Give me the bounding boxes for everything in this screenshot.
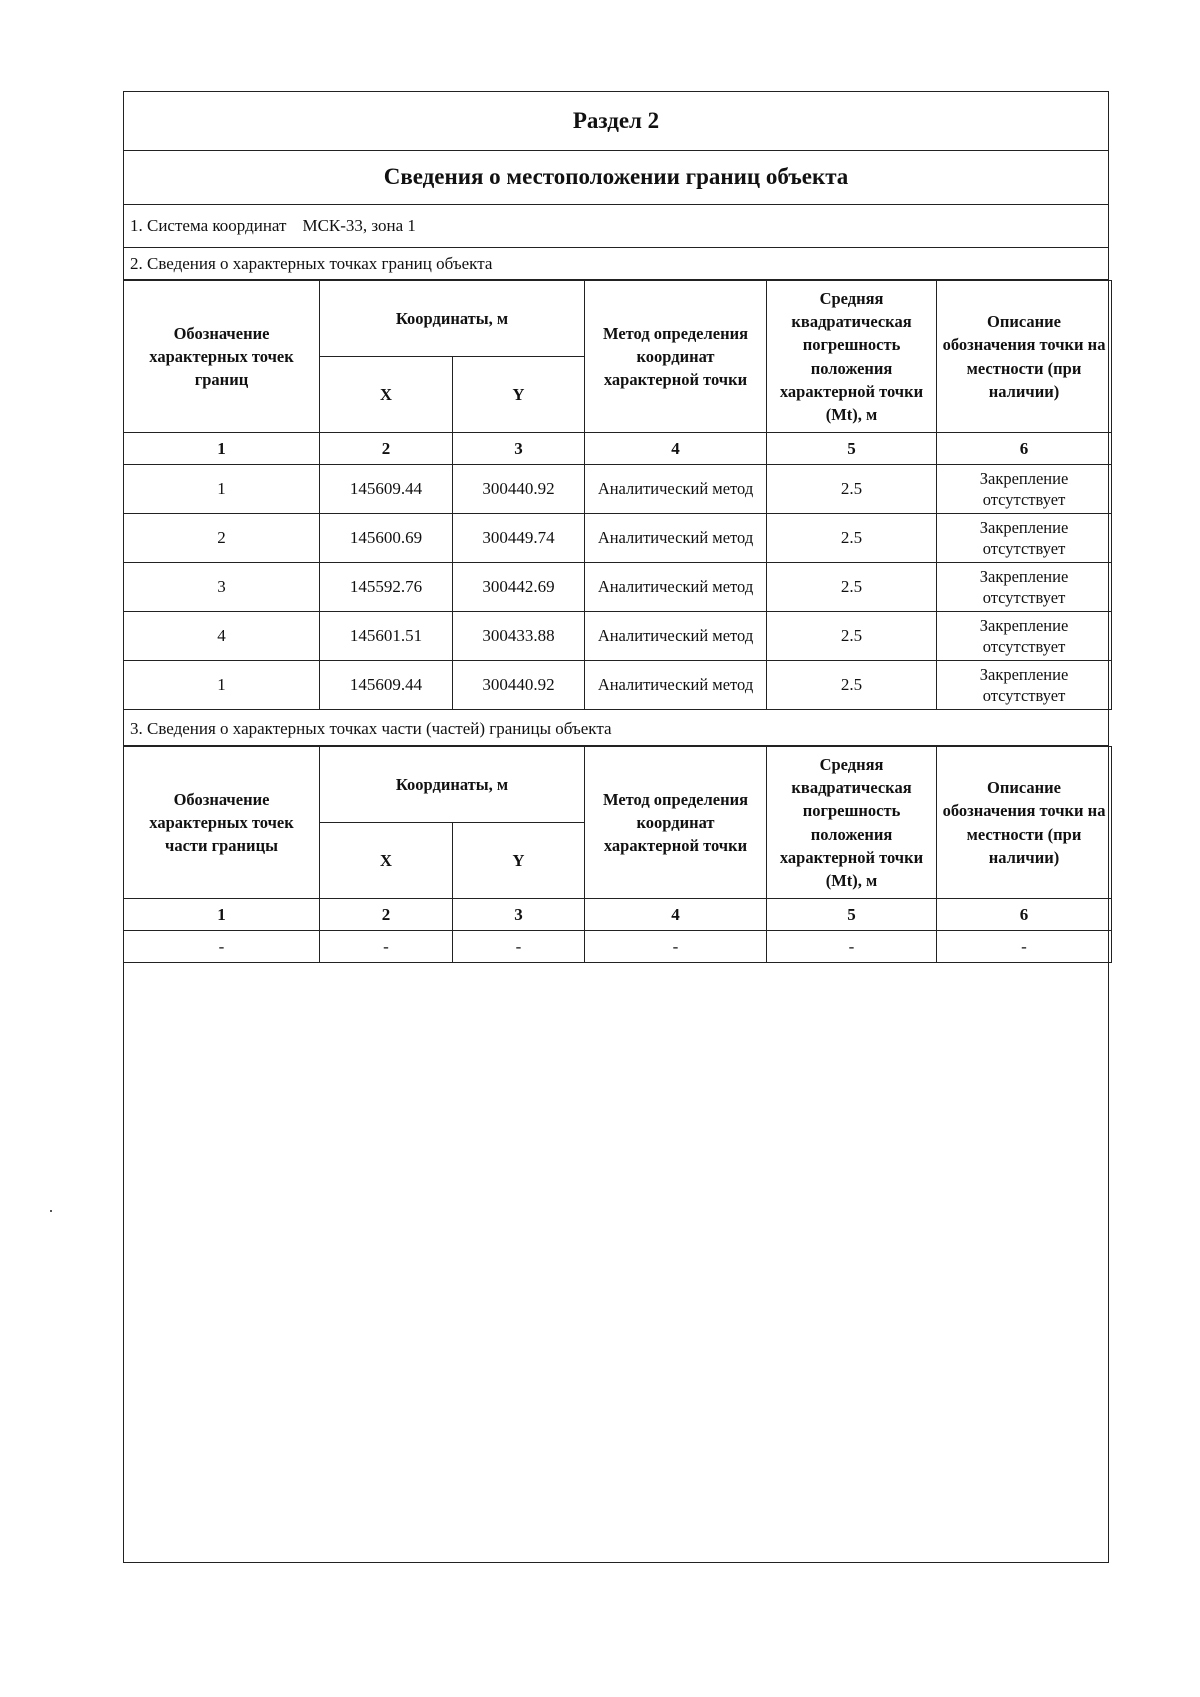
point-y: 300440.92 (453, 465, 585, 514)
empty-cell: - (124, 931, 320, 963)
column-number: 1 (124, 899, 320, 931)
header-method: Метод определения координат характерной точки (585, 281, 767, 433)
column-number: 1 (124, 433, 320, 465)
empty-cell: - (767, 931, 937, 963)
point-id: 1 (124, 661, 320, 710)
header-y: Y (453, 357, 585, 433)
point-method: Аналитический метод (585, 465, 767, 514)
point-method: Аналитический метод (585, 563, 767, 612)
point-y: 300449.74 (453, 514, 585, 563)
point-y: 300433.88 (453, 612, 585, 661)
column-number: 5 (767, 899, 937, 931)
column-number: 4 (585, 899, 767, 931)
point-error: 2.5 (767, 465, 937, 514)
point-method: Аналитический метод (585, 612, 767, 661)
table-row (124, 465, 1112, 514)
parts-heading: 3. Сведения о характерных точках части (частей) границы объекта (124, 713, 1108, 746)
table-row (124, 931, 1112, 963)
header-x: X (320, 357, 453, 433)
point-method: Аналитический метод (585, 514, 767, 563)
points-heading: 2. Сведения о характерных точках границ объекта (124, 248, 1108, 280)
column-number: 2 (320, 899, 453, 931)
scan-speck (50, 1210, 52, 1212)
point-id: 3 (124, 563, 320, 612)
coordinate-system-label: 1. Система координат (130, 215, 287, 235)
point-method: Аналитический метод (585, 661, 767, 710)
table-row (124, 514, 1112, 563)
point-x: 145609.44 (320, 465, 453, 514)
header-coordinates: Координаты, м (320, 747, 585, 823)
header-method: Метод определения координат характерной точки (585, 747, 767, 899)
point-description: Закрепление отсутствует (937, 612, 1112, 661)
column-number-row (124, 899, 1112, 931)
empty-cell: - (453, 931, 585, 963)
header-error: Средняя квадратическая погрешность положения характерной точки (Mt), м (767, 281, 937, 433)
point-id: 4 (124, 612, 320, 661)
point-x: 145601.51 (320, 612, 453, 661)
column-number: 3 (453, 433, 585, 465)
point-y: 300440.92 (453, 661, 585, 710)
header-description: Описание обозначения точки на местности (при наличии) (937, 747, 1112, 899)
parts-table (123, 746, 1112, 963)
column-number: 6 (937, 433, 1112, 465)
points-table (123, 280, 1112, 710)
empty-cell: - (585, 931, 767, 963)
empty-cell: - (937, 931, 1112, 963)
point-description: Закрепление отсутствует (937, 563, 1112, 612)
column-number: 4 (585, 433, 767, 465)
header-designation: Обозначение характерных точек части границы (124, 747, 320, 899)
point-x: 145592.76 (320, 563, 453, 612)
point-description: Закрепление отсутствует (937, 661, 1112, 710)
header-error: Средняя квадратическая погрешность положения характерной точки (Mt), м (767, 747, 937, 899)
column-number: 5 (767, 433, 937, 465)
coordinate-system-row (124, 204, 1108, 248)
header-x: X (320, 823, 453, 899)
table-row (124, 612, 1112, 661)
column-number: 6 (937, 899, 1112, 931)
header-y: Y (453, 823, 585, 899)
point-y: 300442.69 (453, 563, 585, 612)
section-frame (123, 91, 1109, 1563)
column-number: 2 (320, 433, 453, 465)
header-designation: Обозначение характерных точек границ (124, 281, 320, 433)
column-number: 3 (453, 899, 585, 931)
point-description: Закрепление отсутствует (937, 514, 1112, 563)
point-x: 145609.44 (320, 661, 453, 710)
point-error: 2.5 (767, 563, 937, 612)
point-x: 145600.69 (320, 514, 453, 563)
header-coordinates: Координаты, м (320, 281, 585, 357)
section-title: Раздел 2 (124, 92, 1108, 151)
column-number-row (124, 433, 1112, 465)
point-error: 2.5 (767, 612, 937, 661)
point-error: 2.5 (767, 514, 937, 563)
section-subtitle: Сведения о местоположении границ объекта (124, 150, 1108, 205)
table-row (124, 563, 1112, 612)
header-description: Описание обозначения точки на местности (при наличии) (937, 281, 1112, 433)
coordinate-system-value: МСК-33, зона 1 (302, 215, 416, 235)
point-description: Закрепление отсутствует (937, 465, 1112, 514)
point-id: 2 (124, 514, 320, 563)
table-row (124, 661, 1112, 710)
empty-cell: - (320, 931, 453, 963)
point-id: 1 (124, 465, 320, 514)
point-error: 2.5 (767, 661, 937, 710)
